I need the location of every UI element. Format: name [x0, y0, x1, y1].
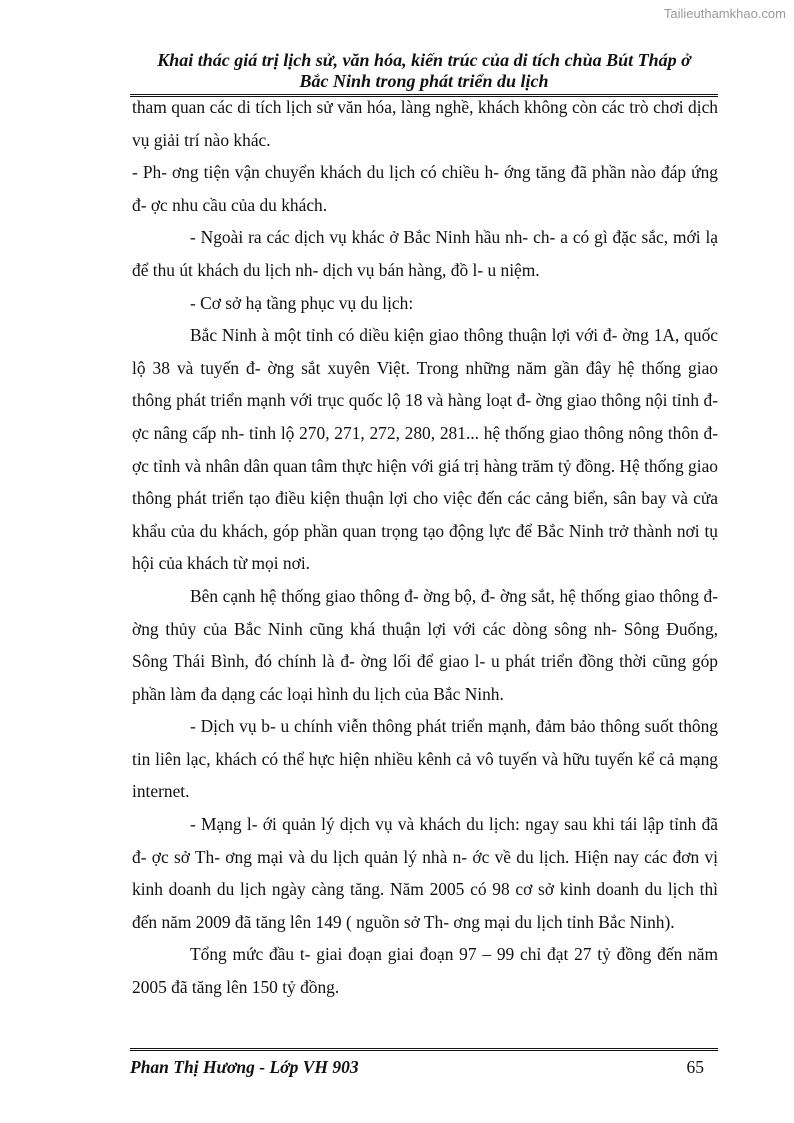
paragraph: - Cơ sở hạ tầng phục vụ du lịch: [190, 292, 414, 313]
footer-author: Phan Thị Hương - Lớp VH 903 [130, 1057, 359, 1077]
header-title-line-2: Bắc Ninh trong phát triển du lịch [299, 71, 549, 91]
watermark: Tailieuthamkhao.com [663, 6, 786, 21]
paragraph: - Ph- ơng tiện vận chuyển khách du lịch có chiều h- ớng tăng đã phần nào đáp ứng đ- ợc nhu cầu của du khách. [132, 162, 718, 215]
paragraph: - Dịch vụ b- u chính viễn thông phát triển mạnh, đảm bảo thông suốt thông tin liên lạc, khách có thể hực hiện nhiều kênh cả vô tuyến và hữu tuyến kể cả mạng internet. [132, 716, 718, 802]
paragraph: - Ngoài ra các dịch vụ khác ở Bắc Ninh hầu nh- ch- a có gì đặc sắc, mới lạ để thu út khách du lịch nh- dịch vụ bán hàng, đồ l- u niệm. [132, 227, 718, 280]
paragraph: Bắc Ninh à một tỉnh có diều kiện giao thông thuận lợi với đ- ờng 1A, quốc lộ 38 và tuyến đ- ờng sắt xuyên Việt. Trong những năm gần đây hệ thống giao thông phát triển mạnh với trục quốc lộ 18 và hàng loạt đ- ờng giao thông nội tỉnh đ- ợc nâng cấp nh- tỉnh lộ 270, 271, 272, 280, 281... hệ thống giao thông nông thôn đ- ợc tỉnh và nhân dân quan tâm thực hiện với giá trị hàng trăm tỷ đồng. Hệ thống giao thông phát triển tạo điều kiện thuận lợi cho việc đến các cảng biển, sân bay và cửa khẩu của du khách, góp phần quan trọng tạo động lực để Bắc Ninh trở thành nơi tụ hội của khách từ mọi nơi. [132, 325, 718, 574]
page-number: 65 [686, 1057, 704, 1077]
page-footer [130, 1048, 718, 1078]
paragraph: Bên cạnh hệ thống giao thông đ- ờng bộ, đ- ờng sắt, hệ thống giao thông đ- ờng thủy của Bắc Ninh cũng khá thuận lợi với các dòng sông nh- Sông Đuống, Sông Thái Bình, đó chính là đ- ờng lối để giao l- u phát triển đồng thời cũng góp phần làm đa dạng các loại hình du lịch của Bắc Ninh. [132, 585, 718, 704]
paragraph: Tổng mức đầu t- giai đoạn giai đoạn 97 – 99 chỉ đạt 27 tỷ đồng đến năm 2005 đã tăng lên 150 tỷ đồng. [132, 944, 718, 998]
header-title-line-1: Khai thác giá trị lịch sử, văn hóa, kiến trúc của di tích chùa Bút Tháp ở [157, 50, 691, 70]
paragraph: - Mạng l- ới quản lý dịch vụ và khách du lịch: ngay sau khi tái lập tỉnh đã đ- ợc sở Th- ơng mại và du lịch quản lý nhà n- ớc về du lịch. Hiện nay các đơn vị kinh doanh du lịch ngày càng tăng. Năm 2005 có 98 cơ sở kinh doanh du lịch thì đến năm 2009 đã tăng lên 149 ( nguồn sở Th- ơng mại du lịch tỉnh Bắc Ninh). [132, 814, 718, 932]
page-header [130, 50, 718, 97]
paragraph: tham quan các di tích lịch sử văn hóa, làng nghề, khách không còn các trò chơi dịch vụ giải trí nào khác. [132, 97, 718, 150]
document-body [132, 91, 718, 1004]
